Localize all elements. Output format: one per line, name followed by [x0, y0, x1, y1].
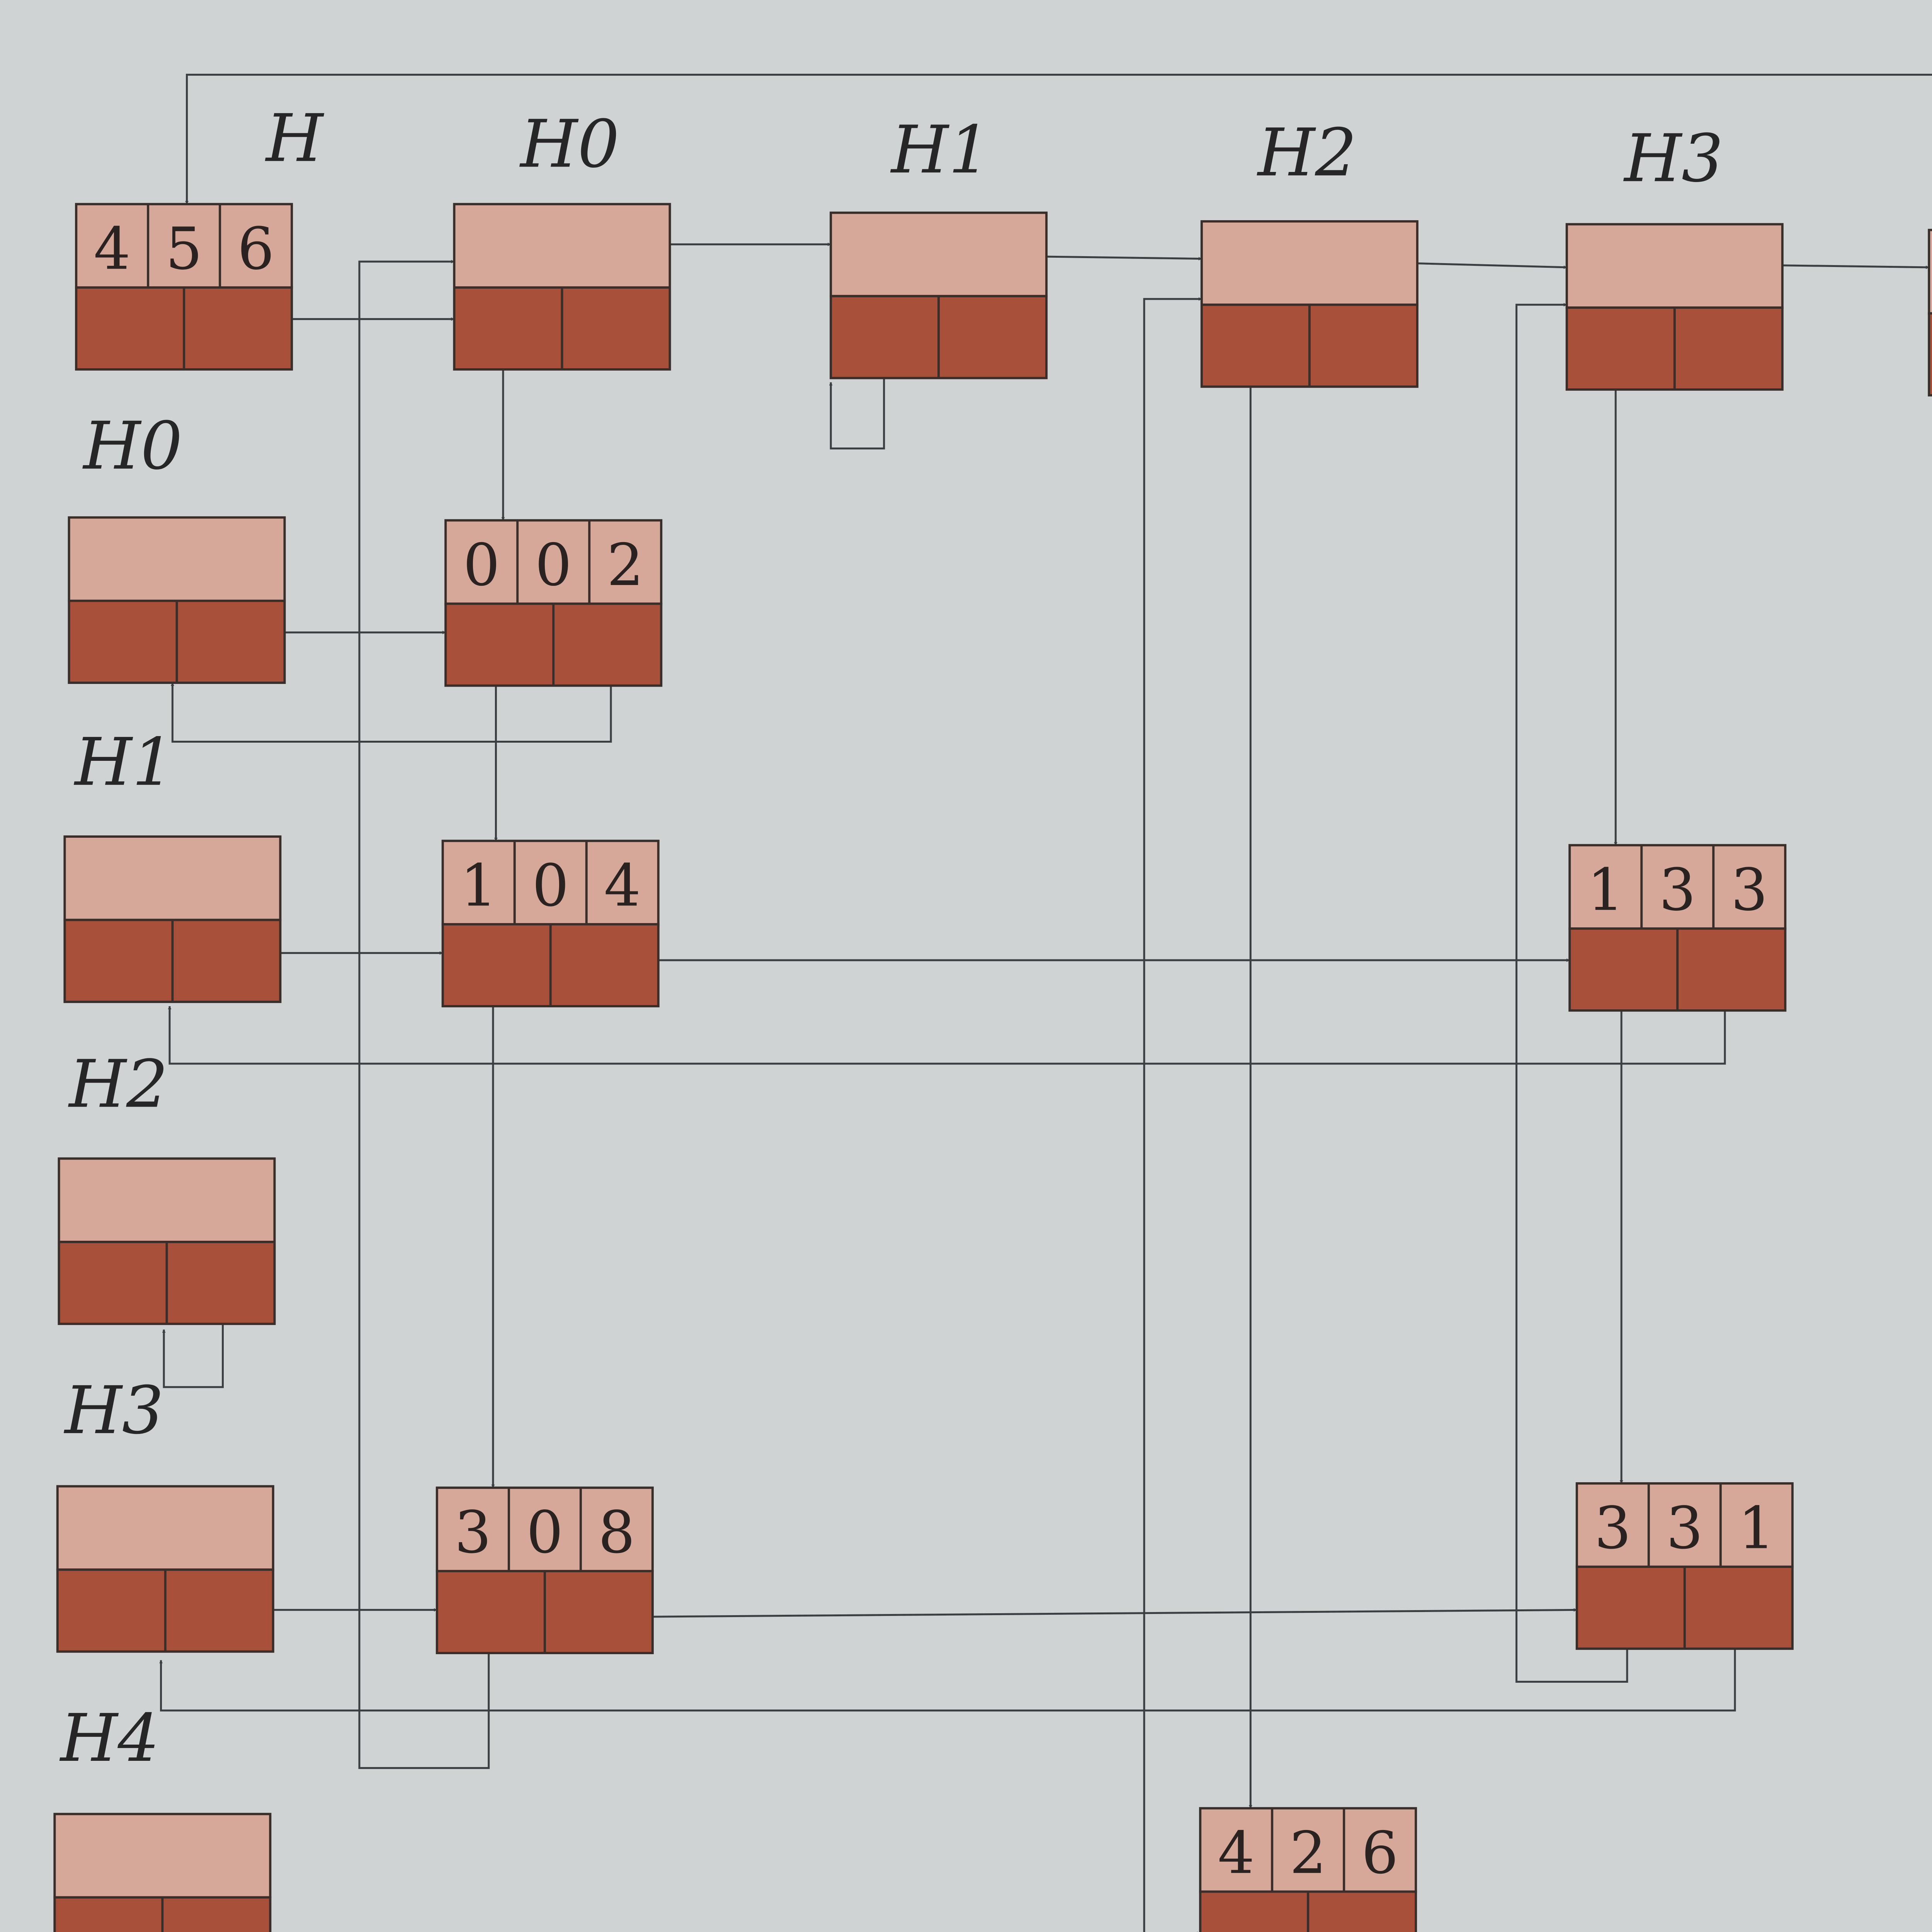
node-H-value-1: 5	[165, 215, 202, 283]
node-n104-value-0: 1	[460, 852, 497, 920]
node-H4	[1929, 230, 1932, 395]
node-n308-value-0: 3	[454, 1499, 492, 1566]
node-n133-value-0: 1	[1587, 856, 1624, 924]
label-H1: H1	[891, 112, 990, 189]
link-arrow	[604, 1610, 1577, 1617]
node-R1-value-cell	[65, 837, 280, 920]
node-n133-value-1: 3	[1659, 856, 1696, 924]
label-H0: H0	[520, 106, 620, 183]
node-R2	[59, 1158, 275, 1324]
node-n426	[1200, 1808, 1416, 1932]
label-H2: H2	[1258, 114, 1357, 191]
node-n104	[443, 841, 658, 1006]
label-H3: H3	[1624, 120, 1724, 197]
node-n308-value-1: 0	[526, 1499, 563, 1566]
node-H	[76, 204, 292, 369]
node-H3-value-cell	[1567, 224, 1782, 308]
node-R4-value-cell	[54, 1814, 270, 1898]
node-H0	[454, 204, 670, 369]
node-n331-value-0: 3	[1594, 1495, 1631, 1562]
node-H-value-0: 4	[94, 215, 131, 283]
label-R4: H4	[60, 1700, 160, 1777]
node-R3	[58, 1486, 273, 1651]
node-H4-value-cell	[1929, 230, 1932, 313]
link-arrow	[170, 970, 1725, 1064]
nodes-layer	[54, 204, 1932, 1932]
label-R3: H3	[65, 1372, 164, 1449]
node-n331-value-1: 3	[1666, 1495, 1703, 1562]
label-R0: H0	[83, 408, 183, 485]
node-R0	[69, 517, 285, 683]
node-n426-value-1: 2	[1289, 1820, 1327, 1887]
label-R1: H1	[75, 724, 174, 801]
node-R4	[54, 1814, 270, 1932]
node-R1	[65, 837, 280, 1002]
node-R3-value-cell	[58, 1486, 273, 1570]
node-n002-value-2: 2	[607, 532, 644, 599]
label-R2: H2	[69, 1046, 168, 1123]
node-n308	[437, 1488, 653, 1653]
label-H: H	[266, 100, 323, 177]
node-n331-value-2: 1	[1738, 1495, 1775, 1562]
node-H0-value-cell	[454, 204, 670, 287]
node-n308-value-2: 8	[598, 1499, 635, 1566]
node-n002-value-1: 0	[535, 532, 572, 599]
link-arrow	[161, 1610, 1735, 1710]
node-n426-value-0: 4	[1218, 1820, 1255, 1887]
node-H3	[1567, 224, 1782, 389]
node-R0-value-cell	[69, 517, 285, 601]
node-H1-value-cell	[831, 213, 1046, 296]
node-n002	[446, 520, 661, 686]
node-n002-value-0: 0	[463, 532, 500, 599]
node-R2-value-cell	[59, 1158, 275, 1242]
node-n133-value-2: 3	[1731, 856, 1768, 924]
node-n426-value-2: 6	[1361, 1820, 1398, 1887]
node-n331	[1577, 1483, 1793, 1649]
node-n104-value-1: 0	[532, 852, 569, 920]
node-H1	[831, 213, 1046, 378]
node-n104-value-2: 4	[604, 852, 641, 920]
node-H2-value-cell	[1202, 221, 1417, 305]
node-H4-link-cell	[1929, 313, 1932, 395]
node-H2	[1202, 221, 1417, 387]
node-n133	[1570, 845, 1785, 1010]
node-H-value-2: 6	[237, 215, 274, 283]
link-arrow	[1144, 299, 1250, 1932]
